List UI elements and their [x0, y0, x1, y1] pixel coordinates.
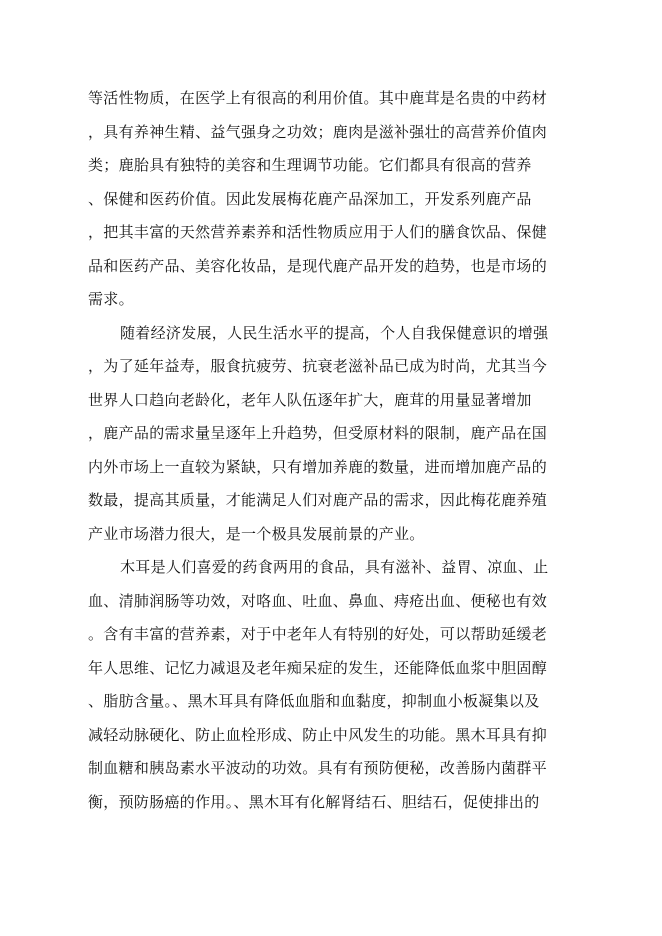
text-line: 、脂肪含量。、黑木耳具有降低血脂和血黏度，抑制血小板凝集以及	[88, 692, 540, 710]
text-line: 血、清肺润肠等功效，对咯血、吐血、鼻血、痔疮出血、便秘也有效	[88, 591, 548, 610]
text-line: 制血糖和胰岛素水平波动的功效。具有有预防便秘，改善肠内菌群平	[88, 759, 548, 777]
text-line: ，为了延年益寿，服食抗疲劳、抗衰老滋补品已成为时尚，尤其当今	[88, 357, 548, 375]
text-line: 减轻动脉硬化、防止血栓形成、防止中风发生的功能。黑木耳具有抑	[88, 725, 548, 744]
text-line: 产业市场潜力很大，是一个极具发展前景的产业。	[88, 524, 425, 543]
text-line: 衡，预防肠癌的作用。、黑木耳有化解肾结石、胆结石，促使排出的	[88, 792, 540, 811]
document-body	[88, 86, 563, 823]
text-line: 。含有丰富的营养素，对于中老年人有特别的好处，可以帮助延缓老	[88, 625, 548, 643]
text-line: 、保健和医药价值。因此发展梅花鹿产品深加工，开发系列鹿产品	[88, 189, 532, 208]
text-line: ，具有养神生精、益气强身之功效；鹿肉是滋补强壮的高营养价值肉	[88, 122, 548, 141]
text-line: 世界人口趋向老龄化，老年人队伍逐年扩大，鹿茸的用量显著增加	[88, 390, 532, 409]
text-line: 等活性物质，在医学上有很高的利用价值。其中鹿茸是名贵的中药材	[88, 89, 548, 107]
text-line: 年人思维、记忆力减退及老年痴呆症的发生，还能降低血浆中胆固醇	[88, 658, 548, 677]
text-line: 类；鹿胎具有独特的美容和生理调节功能。它们都具有很高的营养	[88, 156, 532, 174]
text-line: 需求。	[88, 290, 134, 308]
text-line: ，把其丰富的天然营养素养和活性物质应用于人们的膳食饮品、保健	[88, 223, 548, 241]
paragraph-first-line: 木耳是人们喜爱的药食两用的食品，具有滋补、益胃、凉血、止	[120, 558, 549, 576]
text-line: 品和医药产品、美容化妆品，是现代鹿产品开发的趋势，也是市场的	[88, 256, 548, 275]
text-line: ，鹿产品的需求量呈逐年上升趋势，但受原材料的限制，鹿产品在国	[88, 424, 548, 442]
text-line: 数最，提高其质量，才能满足人们对鹿产品的需求，因此梅花鹿养殖	[88, 491, 548, 509]
text-line: 内外市场上一直较为紧缺，只有增加养鹿的数量，进而增加鹿产品的	[88, 457, 548, 476]
paragraph-first-line: 随着经济发展，人民生活水平的提高，个人自我保健意识的增强	[120, 323, 549, 342]
